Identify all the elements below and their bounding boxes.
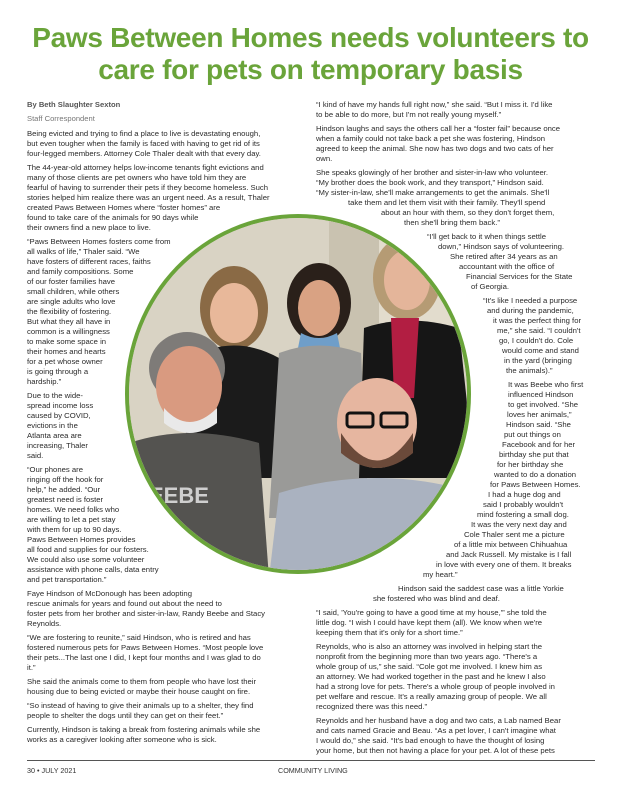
text-line: wanted to do a donation (494, 470, 577, 479)
text-line: birthday she put that (499, 450, 569, 459)
text-line: to make some space in (27, 337, 107, 346)
text-line: ringing off the hook for (27, 475, 104, 484)
text-line: mind fostering a small dog. (477, 510, 569, 519)
text-line: She speaks glowingly of her brother and sister-in-law who volunteer. (316, 168, 549, 177)
text-line: We could also use some volunteer (27, 555, 145, 564)
text-line: homes. We need folks who (27, 505, 120, 514)
text-line: their pets...The last one I did, I kept four months and I was glad to do (27, 653, 261, 662)
text-line: Currently, Hindson is taking a break from fostering animals while she (27, 725, 261, 734)
text-line: their homes and hearts (27, 347, 106, 356)
group-photo-illustration (129, 218, 471, 574)
text-line: keeping them that it's only for a short time.” (316, 628, 463, 637)
text-line: created Paws Between Homes where “foster homes” are (27, 203, 221, 212)
text-line: then she'll bring them back.” (404, 218, 500, 227)
text-line: increasing, Thaler (27, 441, 88, 450)
text-line: “We are fostering to reunite,” said Hindson, who is retired and has (27, 633, 251, 642)
text-line: would come and stand (502, 346, 579, 355)
text-line: for her birthday she (497, 460, 564, 469)
text-line: Financial Services for the State (466, 272, 573, 281)
text-line: “I kind of have my hands full right now,” she said. “But I miss it. I'd like (316, 100, 553, 109)
text-line: I had a huge dog and (488, 490, 561, 499)
text-line: “So instead of having to give their animals up to a shelter, they find (27, 701, 254, 710)
text-line: your home, but then not having a place for your pet. A lot of these pets (316, 746, 555, 755)
text-line: all food and supplies for our fosters. (27, 545, 149, 554)
text-line: Reynolds, who is also an attorney was involved in helping start the (316, 642, 543, 651)
text-line: Hindson said the saddest case was a little Yorkie (398, 584, 564, 593)
text-line: works as a caregiver looking after someone who is sick. (27, 735, 217, 744)
title-line-1: Paws Between Homes needs volunteers to (32, 22, 589, 53)
text-line: said I probably wouldn't (483, 500, 564, 509)
text-line: It was the very next day and (471, 520, 567, 529)
text-line: evictions in the (27, 421, 78, 430)
text-line: Atlanta area are (27, 431, 82, 440)
text-line: and cats named Gracie and Beau. “As a pet lover, I can't imagine what (316, 726, 556, 735)
byline: By Beth Slaughter Sexton (27, 100, 121, 109)
text-line: Being evicted and trying to find a place to live is devastating enough, (27, 129, 261, 138)
text-line: it was the perfect thing for (493, 316, 582, 325)
text-line: the animals).” (506, 366, 553, 375)
text-line: greatest need is foster (27, 495, 104, 504)
article-title (0, 22, 621, 86)
text-line: help,” he added. “Our (27, 485, 101, 494)
text-line: in the yard (bringing (504, 356, 572, 365)
text-line: common is a willingness (27, 327, 110, 336)
text-line: small children, while others (27, 287, 120, 296)
text-line: said. (27, 451, 44, 460)
text-line: “My sister-in-law, she'll make arrangements to get the animals. She'll (316, 188, 550, 197)
text-line: are single adults who love (27, 297, 116, 306)
group-photo (125, 214, 471, 574)
text-line: hardship.” (27, 377, 62, 386)
text-line: have fosters of different races, faiths (27, 257, 151, 266)
text-line: it.” (27, 663, 36, 672)
text-line: Reynolds and her husband have a dog and two cats, a Lab named Bear (316, 716, 561, 725)
text-line: down,” Hindson says of volunteering. (438, 242, 565, 251)
text-line: housing due to being evicted or maybe their house caught on fire. (27, 687, 251, 696)
text-line: and during the pandemic, (487, 306, 574, 315)
text-line: and family compositions. Some (27, 267, 134, 276)
text-line: all walks of life,” Thaler said. “We (27, 247, 140, 256)
text-line: with them for up to 90 days. (27, 525, 122, 534)
text-line: but even tougher when the family is faced with having to get rid of its (27, 139, 260, 148)
author-role: Staff Correspondent (27, 114, 95, 123)
text-line: for Paws Between Homes. (490, 480, 581, 489)
footer-divider (27, 760, 595, 761)
text-line: “I said, 'You're going to have a good time at my house,'” she told the (316, 608, 547, 617)
text-line: of Georgia. (471, 282, 510, 291)
svg-text:EEBE: EEBE (149, 483, 209, 508)
text-line: fostered numerous pets for Paws Between Homes. “Most people love (27, 643, 264, 652)
text-line: she fostered who was blind and deaf. (373, 594, 500, 603)
text-line: of our foster families have (27, 277, 116, 286)
text-line: when a family could not take back a pet she was fostering, Hindson (316, 134, 546, 143)
text-line: in love with every one of them. It breaks (436, 560, 572, 569)
text-line: “It's like I needed a purpose (483, 296, 578, 305)
text-line: The 44-year-old attorney helps low-income tenants fight evictions and (27, 163, 264, 172)
page-info: 30 • JULY 2021 (27, 766, 77, 775)
text-line: my heart.” (423, 570, 458, 579)
text-line: to get involved. “She (508, 400, 579, 409)
text-line: I would do,” she said. “It's bad enough to have the thought of losing (316, 736, 545, 745)
text-line: Facebook and for her (502, 440, 576, 449)
text-line: accountant with the office of (459, 262, 555, 271)
text-line: for a pet whose owner (27, 357, 103, 366)
text-line: She retired after 34 years as an (450, 252, 558, 261)
text-line: “I'll get back to it when things settle (427, 232, 546, 241)
text-line: agreed to keep the animal. She now has two dogs and two cats of her (316, 144, 554, 153)
text-line: Reynolds. (27, 619, 62, 628)
text-line: It was Beebe who first (508, 380, 584, 389)
title-line-2: care for pets on temporary basis (98, 54, 523, 85)
text-line: fearful of having to surrender their pets if they become homeless. Such (27, 183, 269, 192)
text-line: found to take care of the animals for 90 days while (27, 213, 199, 222)
text-line: “Our phones are (27, 465, 83, 474)
section-name: COMMUNITY LIVING (278, 766, 348, 775)
text-line: about an hour with them, so they don't forget them, (381, 208, 555, 217)
text-line: an attorney. We had worked together in the past and he knew I also (316, 672, 546, 681)
text-line: recognized there was this need.” (316, 702, 428, 711)
text-line: had a strong love for pets. There's a whole group of people involved in (316, 682, 555, 691)
text-line: little dog. “I wish I could have kept them (all). We know when we're (316, 618, 543, 627)
text-line: the flexibility of fostering. (27, 307, 112, 316)
text-line: caused by COVID, (27, 411, 91, 420)
text-line: is going through a (27, 367, 89, 376)
text-line: nonprofit from the beginning more than two years ago. “There's a (316, 652, 538, 661)
text-line: take them and let them visit with their family. They'll spend (348, 198, 546, 207)
text-line: go, I couldn't do. Cole (499, 336, 574, 345)
text-line: assistance with phone calls, data entry (27, 565, 159, 574)
text-line: me,” she said. “I couldn't (497, 326, 581, 335)
text-line: and Jack Russell. My mistake is I fall (446, 550, 572, 559)
text-line: to be able to do more, but I'm not really young myself.” (316, 110, 502, 119)
text-line: foster pets from her brother and sister-in-law, Randy Beebe and Stacy (27, 609, 266, 618)
text-line: are willing to let a pet stay (27, 515, 116, 524)
text-line: Faye Hindson of McDonough has been adopting (27, 589, 192, 598)
text-line: But what they all have in (27, 317, 111, 326)
text-line: stories helped him realize there was an urgent need. As a result, Thaler (27, 193, 270, 202)
text-line: “Paws Between Homes fosters come from (27, 237, 171, 246)
text-line: Hindson laughs and says the others call her a “foster fail” because once (316, 124, 561, 133)
text-line: of a little mix between Chihuahua (454, 540, 568, 549)
text-line: loves her animals,” (507, 410, 572, 419)
text-line: influenced Hindson (508, 390, 574, 399)
text-line: many of those clients are pet owners who have told him they are (27, 173, 247, 182)
text-line: rescue animals for years and found out about the need to (27, 599, 222, 608)
text-line: She said the animals come to them from people who have lost their (27, 677, 257, 686)
text-line: and pet transportation.” (27, 575, 107, 584)
text-line: four-legged members. Attorney Cole Thaler dealt with that every day. (27, 149, 261, 158)
text-line: spread income loss (27, 401, 94, 410)
text-line: Paws Between Homes provides (27, 535, 136, 544)
text-line: Cole Thaler sent me a picture (464, 530, 565, 539)
text-line: pet welfare and rescue. It's a really amazing group of people. We all (316, 692, 547, 701)
text-line: Due to the wide- (27, 391, 83, 400)
text-line: own. (316, 154, 333, 163)
text-line: “My brother does the book work, and they transport,” Hindson said. (316, 178, 544, 187)
text-line: put out things on (504, 430, 561, 439)
text-line: whole group of us,” she said. “Cole got me involved. I knew him as (316, 662, 543, 671)
text-line: their owners find a new place to live. (27, 223, 151, 232)
text-line: Hindson said. “She (506, 420, 571, 429)
text-line: people to shelter the dogs until they can get on their feet.” (27, 711, 224, 720)
